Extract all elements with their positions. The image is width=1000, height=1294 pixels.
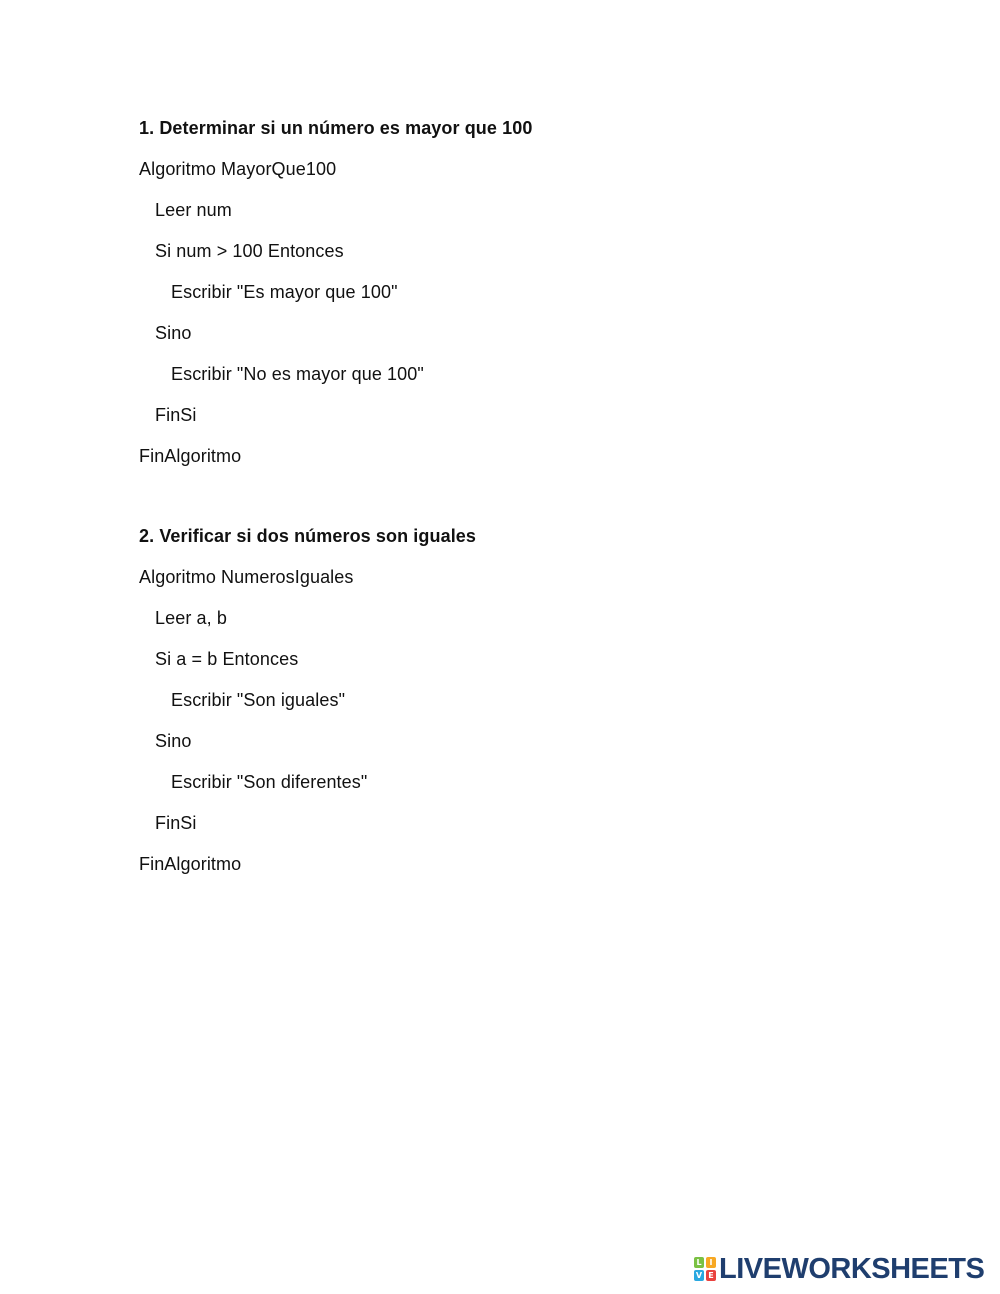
code-line: Escribir "Es mayor que 100" xyxy=(171,282,398,302)
code-line: FinAlgoritmo xyxy=(139,854,242,874)
section-heading: 2. Verificar si dos números son iguales xyxy=(139,526,477,546)
logo-mark-tile: I xyxy=(706,1257,716,1268)
code-line: Escribir "No es mayor que 100" xyxy=(171,364,424,384)
code-line: Sino xyxy=(155,731,192,751)
algorithm-section-2 xyxy=(139,525,899,894)
code-line: FinSi xyxy=(155,405,197,425)
code-line: Algoritmo MayorQue100 xyxy=(139,159,337,179)
code-line: Leer a, b xyxy=(155,608,227,628)
code-line: FinAlgoritmo xyxy=(139,446,242,466)
code-line: Algoritmo NumerosIguales xyxy=(139,567,354,587)
code-line: Sino xyxy=(155,323,192,343)
code-line: Escribir "Son diferentes" xyxy=(171,772,368,792)
logo-mark-tile: L xyxy=(694,1257,704,1268)
logo-mark-tile: E xyxy=(706,1270,716,1281)
liveworksheets-logo-icon xyxy=(694,1257,716,1281)
code-line: FinSi xyxy=(155,813,197,833)
code-line: Si a = b Entonces xyxy=(155,649,299,669)
code-line: Escribir "Son iguales" xyxy=(171,690,346,710)
algorithm-section-1 xyxy=(139,117,899,486)
section-heading: 1. Determinar si un número es mayor que 100 xyxy=(139,118,533,138)
code-line: Si num > 100 Entonces xyxy=(155,241,344,261)
logo-wordmark: LIVEWORKSHEETS xyxy=(719,1253,985,1285)
liveworksheets-logo xyxy=(694,1253,985,1285)
code-line: Leer num xyxy=(155,200,232,220)
logo-mark-tile: V xyxy=(695,1271,703,1280)
